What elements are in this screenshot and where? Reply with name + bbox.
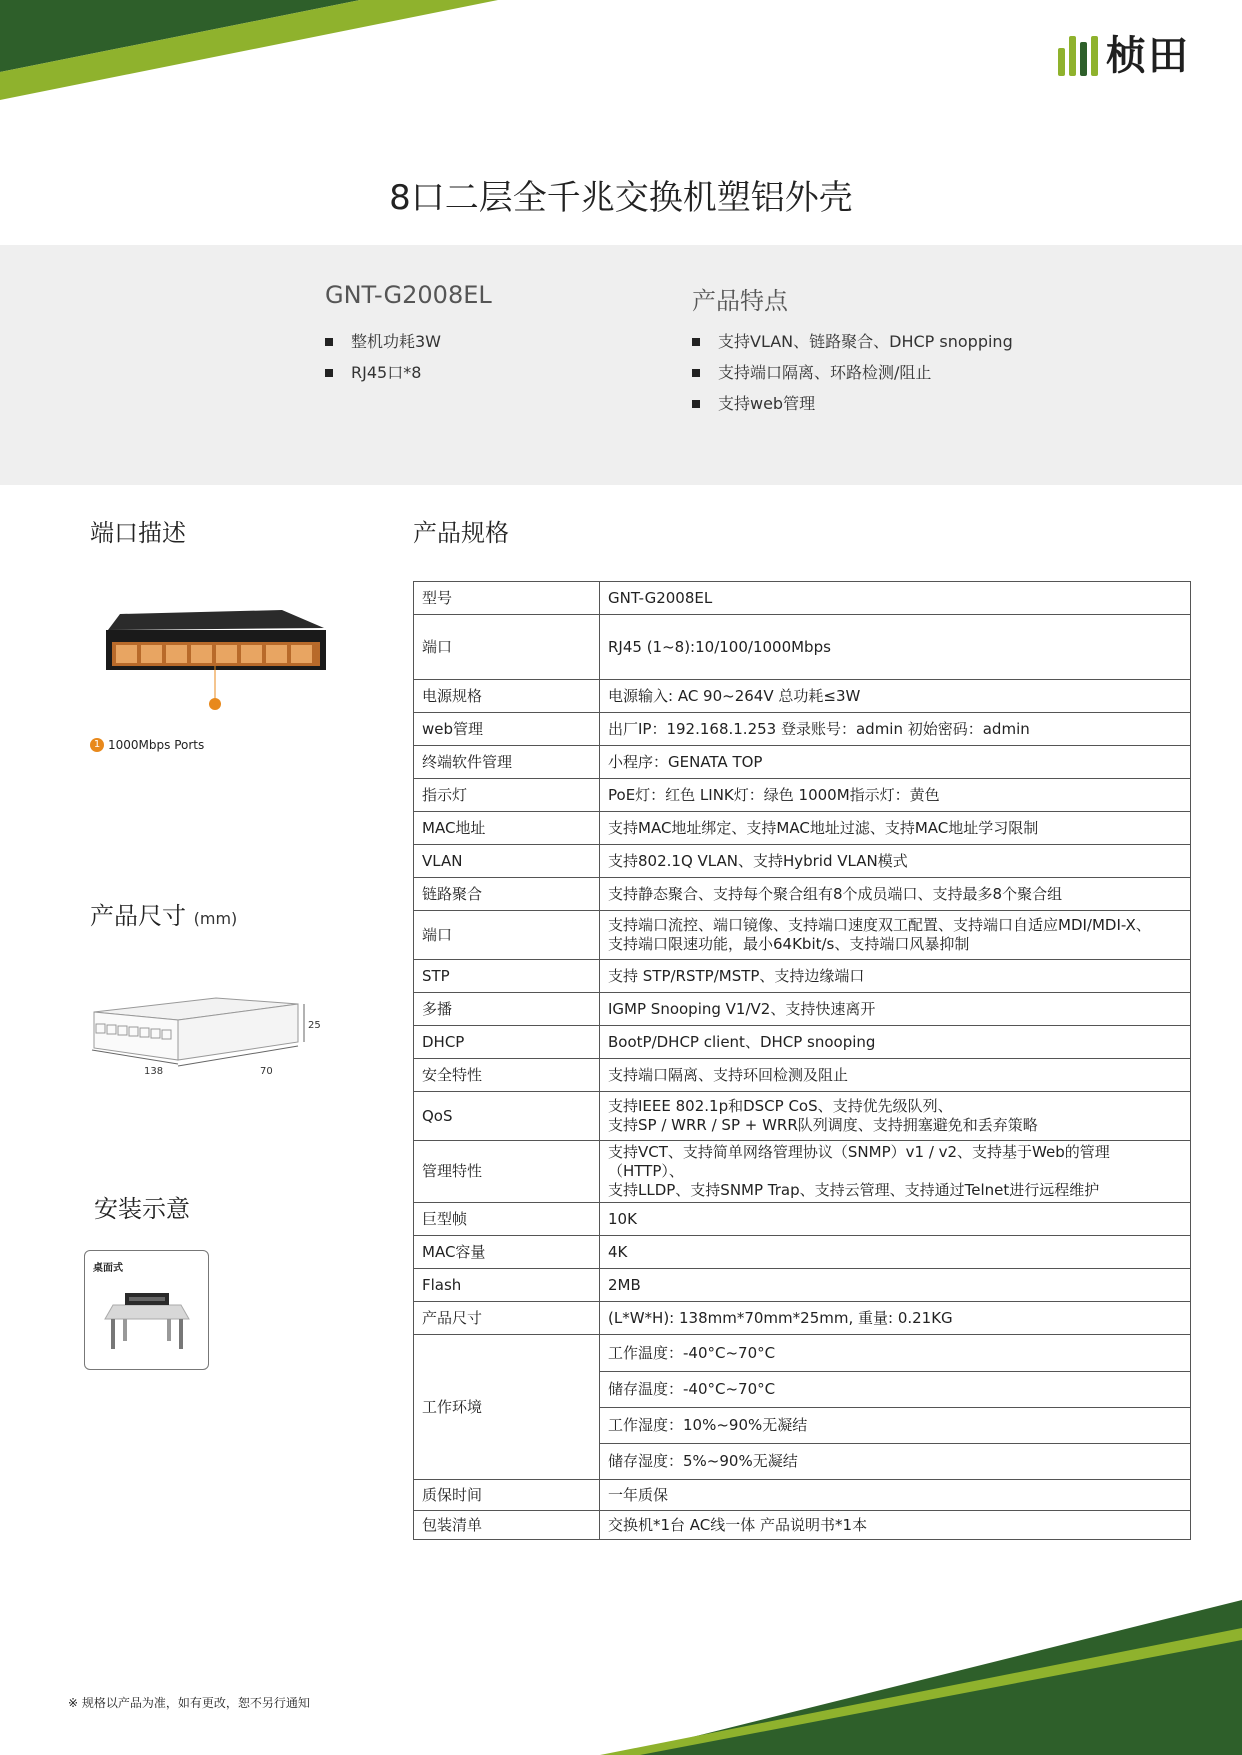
table-row bbox=[414, 1059, 1191, 1092]
spec-value bbox=[600, 812, 1191, 845]
page-title: 8口二层全千兆交换机塑铝外壳 bbox=[389, 178, 853, 218]
spec-key: 链路聚合 bbox=[414, 878, 600, 911]
spec-key: 包装清单 bbox=[414, 1511, 600, 1540]
bottom-dark-stripe bbox=[620, 1600, 1242, 1755]
table-row bbox=[414, 1092, 1191, 1141]
list-item: 支持VLAN、链路聚合、DHCP snopping bbox=[692, 332, 1013, 363]
spec-value-line: 支持LLDP、支持SNMP Trap、支持云管理、支持通过Telnet进行远程维护 bbox=[608, 1181, 1100, 1199]
table-row bbox=[414, 878, 1191, 911]
spec-value bbox=[600, 1059, 1191, 1092]
spec-value-line: 交换机*1台 AC线一体 产品说明书*1本 bbox=[608, 1515, 868, 1534]
table-row bbox=[414, 582, 1191, 615]
table-row bbox=[414, 845, 1191, 878]
table-row bbox=[414, 1335, 1191, 1372]
spec-title: 产品规格 bbox=[413, 519, 509, 547]
spec-value-line: 10K bbox=[608, 1209, 637, 1228]
spec-value-line: 支持静态聚合、支持每个聚合组有8个成员端口、支持最多8个聚合组 bbox=[608, 884, 1063, 903]
spec-value bbox=[600, 1141, 1191, 1203]
list-item: RJ45口*8 bbox=[325, 363, 441, 394]
spec-value: 工作湿度：10%~90%无凝结 bbox=[600, 1408, 1191, 1444]
install-title: 安装示意 bbox=[94, 1195, 190, 1223]
spec-value bbox=[600, 960, 1191, 993]
list-item: 支持端口隔离、环路检测/阻止 bbox=[692, 363, 1013, 394]
spec-value-line: 支持端口隔离、支持环回检测及阻止 bbox=[608, 1065, 849, 1084]
model-points-list bbox=[325, 332, 441, 394]
spec-value bbox=[600, 1480, 1191, 1511]
table-row bbox=[414, 1269, 1191, 1302]
list-item: 整机功耗3W bbox=[325, 332, 441, 363]
table-row bbox=[414, 960, 1191, 993]
model-number: GNT-G2008EL bbox=[325, 281, 492, 309]
spec-value bbox=[600, 878, 1191, 911]
spec-value: 储存湿度：5%~90%无凝结 bbox=[600, 1444, 1191, 1480]
spec-value-line: (L*W*H): 138mm*70mm*25mm, 重量: 0.21KG bbox=[608, 1308, 953, 1327]
spec-value bbox=[600, 713, 1191, 746]
spec-value-line: 支持端口流控、端口镜像、支持端口速度双工配置、支持端口自适应MDI/MDI-X、 bbox=[608, 916, 1151, 934]
spec-value-line: RJ45 (1~8):10/100/1000Mbps bbox=[608, 637, 831, 656]
spec-key: 电源规格 bbox=[414, 680, 600, 713]
spec-key: MAC容量 bbox=[414, 1236, 600, 1269]
table-row bbox=[414, 713, 1191, 746]
spec-value bbox=[600, 1302, 1191, 1335]
spec-value bbox=[600, 1092, 1191, 1141]
spec-key: 指示灯 bbox=[414, 779, 600, 812]
port-badge-icon: 1 bbox=[90, 738, 104, 752]
spec-value-line: BootP/DHCP client、DHCP snooping bbox=[608, 1032, 876, 1051]
spec-key: 产品尺寸 bbox=[414, 1302, 600, 1335]
brand-name: 桢田 bbox=[1106, 33, 1190, 79]
spec-value-line: 出厂IP：192.168.1.253 登录账号：admin 初始密码：admin bbox=[608, 719, 1030, 738]
spec-value bbox=[600, 746, 1191, 779]
spec-value: 工作温度：-40°C~70°C bbox=[600, 1335, 1191, 1372]
spec-key: QoS bbox=[414, 1092, 600, 1141]
table-row bbox=[414, 1203, 1191, 1236]
spec-value-line: PoE灯：红色 LINK灯：绿色 1000M指示灯：黄色 bbox=[608, 785, 940, 804]
spec-key: 安全特性 bbox=[414, 1059, 600, 1092]
spec-key: web管理 bbox=[414, 713, 600, 746]
spec-value-line: 支持SP / WRR / SP + WRR队列调度、支持拥塞避免和丢弃策略 bbox=[608, 1116, 1038, 1134]
spec-value-line: 2MB bbox=[608, 1275, 641, 1294]
spec-value-line: GNT-G2008EL bbox=[608, 588, 713, 607]
features-list bbox=[692, 332, 1013, 425]
spec-value bbox=[600, 911, 1191, 960]
spec-value-line: IGMP Snooping V1/V2、支持快速离开 bbox=[608, 999, 876, 1018]
table-row bbox=[414, 1026, 1191, 1059]
brand-logo bbox=[1058, 33, 1190, 79]
table-row bbox=[414, 680, 1191, 713]
spec-value-line: 支持802.1Q VLAN、支持Hybrid VLAN模式 bbox=[608, 851, 908, 870]
table-row bbox=[414, 1236, 1191, 1269]
spec-key: Flash bbox=[414, 1269, 600, 1302]
spec-value bbox=[600, 1236, 1191, 1269]
spec-value bbox=[600, 680, 1191, 713]
spec-key: 端口 bbox=[414, 615, 600, 680]
table-row bbox=[414, 1480, 1191, 1511]
desktop-install-icon bbox=[97, 1287, 197, 1357]
port-description-title: 端口描述 bbox=[90, 519, 186, 547]
features-title: 产品特点 bbox=[692, 287, 788, 315]
table-row bbox=[414, 1511, 1191, 1540]
size-diagram bbox=[90, 990, 330, 1080]
spec-value-line: 支持MAC地址绑定、支持MAC地址过滤、支持MAC地址学习限制 bbox=[608, 818, 1039, 837]
table-row bbox=[414, 615, 1191, 680]
spec-key: STP bbox=[414, 960, 600, 993]
spec-key: 管理特性 bbox=[414, 1141, 600, 1203]
spec-value: 储存温度：-40°C~70°C bbox=[600, 1372, 1191, 1408]
spec-key: 巨型帧 bbox=[414, 1203, 600, 1236]
spec-key: 工作环境 bbox=[414, 1335, 600, 1480]
install-card-label: 桌面式 bbox=[93, 1263, 123, 1274]
spec-value bbox=[600, 1511, 1191, 1540]
spec-table bbox=[413, 581, 1191, 1540]
table-row bbox=[414, 1302, 1191, 1335]
spec-value-line: 支持端口限速功能，最小64Kbit/s、支持端口风暴抑制 bbox=[608, 935, 970, 953]
port-caption-text: 1000Mbps Ports bbox=[108, 738, 205, 752]
brand-mark-icon bbox=[1058, 36, 1098, 76]
spec-value bbox=[600, 1203, 1191, 1236]
table-row bbox=[414, 746, 1191, 779]
spec-key: 型号 bbox=[414, 582, 600, 615]
spec-key: 多播 bbox=[414, 993, 600, 1026]
spec-value-line: 支持 STP/RSTP/MSTP、支持边缘端口 bbox=[608, 966, 865, 985]
spec-value bbox=[600, 845, 1191, 878]
port-caption bbox=[90, 738, 204, 752]
spec-value bbox=[600, 582, 1191, 615]
spec-key: DHCP bbox=[414, 1026, 600, 1059]
list-item: 支持web管理 bbox=[692, 394, 1013, 425]
spec-value bbox=[600, 1269, 1191, 1302]
spec-value-line: 4K bbox=[608, 1242, 628, 1261]
spec-value-line: 支持IEEE 802.1p和DSCP CoS、支持优先级队列、 bbox=[608, 1097, 953, 1115]
table-row bbox=[414, 911, 1191, 960]
table-row bbox=[414, 1141, 1191, 1203]
spec-value-line: 小程序：GENATA TOP bbox=[608, 752, 763, 771]
spec-value bbox=[600, 1026, 1191, 1059]
spec-value bbox=[600, 615, 1191, 680]
spec-value-line: 一年质保 bbox=[608, 1485, 669, 1504]
spec-value bbox=[600, 993, 1191, 1026]
spec-key: 质保时间 bbox=[414, 1480, 600, 1511]
switch-front-image bbox=[100, 600, 330, 720]
summary-band bbox=[0, 245, 1242, 485]
length-dim-label: 138 bbox=[144, 1066, 164, 1077]
table-row bbox=[414, 779, 1191, 812]
install-card bbox=[84, 1250, 209, 1370]
table-row bbox=[414, 993, 1191, 1026]
spec-value-line: 电源输入: AC 90~264V 总功耗≤3W bbox=[608, 686, 861, 705]
spec-key: 终端软件管理 bbox=[414, 746, 600, 779]
width-dim-label: 70 bbox=[260, 1066, 273, 1077]
spec-value-line: 支持VCT、支持简单网络管理协议（SNMP）v1 / v2、支持基于Web的管理（HTTP）、 bbox=[608, 1143, 1110, 1180]
spec-key: MAC地址 bbox=[414, 812, 600, 845]
spec-key: VLAN bbox=[414, 845, 600, 878]
size-title: 产品尺寸 (mm) bbox=[90, 902, 238, 930]
spec-value bbox=[600, 779, 1191, 812]
footnote: ※ 规格以产品为准，如有更改，恕不另行通知 bbox=[68, 1696, 310, 1710]
spec-key: 端口 bbox=[414, 911, 600, 960]
table-row bbox=[414, 812, 1191, 845]
height-dim-label: 25 bbox=[308, 1020, 321, 1031]
